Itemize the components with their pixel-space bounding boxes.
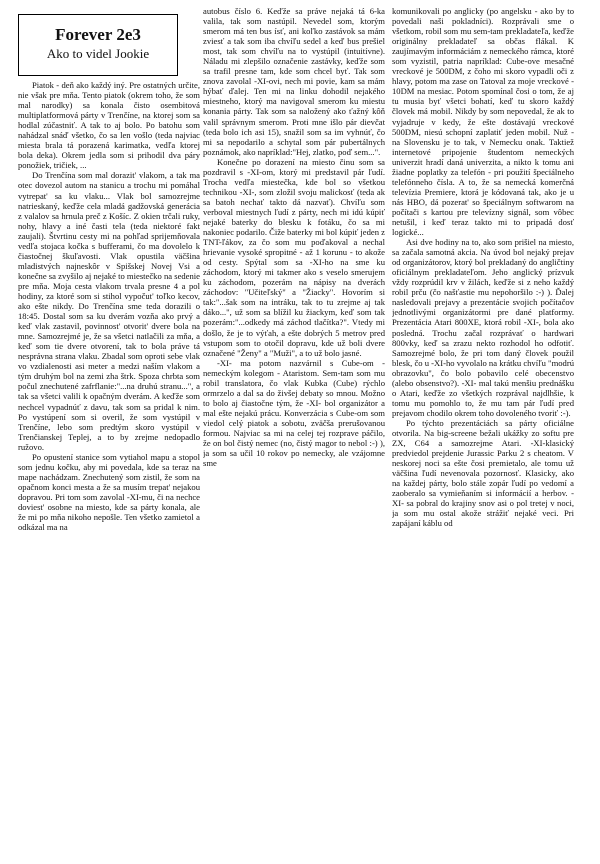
paragraph: -XI- ma potom nazvárnil s Cube-om - nemeckým kolegom - Ataristom. Sem-tam som mu robil translatora, čo vlak Kubka (Cube) rýchlo ormrzelo a dal sa do živšej debaty so mnou. Možno to bolo aj čiastočne tým, že -XI- bol organizátor a mal ešte nejakú prácu. Konverzácia s Cube-om som viedol celý piatok a sobotu, zväčša prerušovanou formou. Najviac sa mi na celej tej rozprave páčilo, že on bol čistý nemec (no, čistý magor to nebol :-) ), ja som sa učil 10 rokov po nemecky, ale vzájomne sme bbox=[203, 357, 385, 469]
paragraph: Konečne po dorazení na miesto činu som sa pozdravil s -XI-om, ktorý mi predstavil pár ľudí. Trocha vedľa miestečka, kde bol so všetkou technikou -XI-, som zložil svoju malickosť (teda ak sa batoh nechať takto dá nazvať). Chvíľu som verboval miestnych ľudí z párty, nech mi idú kúpiť nejaké baterky do blesku k fotáku, čo sa mi nakoniec podarilo. Čiže baterky mi bol kúpiť jeden z TNT-ľákov, za čo som mu poďakoval a nechal hrievanie vysoké spropitné - až 1 korunu - to akože od cesty. Spýtal som sa -XI-ho na sme ku záchodom, ktorý mi takmer ako s veselo smerujem ku záchodom, pozerám na nápisy na dverách záchodov: "Učiteľský" a "Žiacky". Hovorím si tak:"...šak som na intráku, tak to tu zrejme aj tak dáko...", už som sa blížil ku žiackym, keď som tak pozerám:"...odkedy má záchod tlačítka?". Vtedy mi došlo, že je to výťah, a ešte dobrých 5 metrov pred vstupom som to otočil dopravu, kde už boli dvere označené "Ženy" a "Muži", a to už bolo jasné. bbox=[203, 156, 385, 358]
article-subtitle: Ako to videl Jookie bbox=[46, 46, 150, 61]
paragraph: Po opustení stanice som vytiahol mapu a stopol som jednu kočku, aby mi povedala, kde sa teraz na mape nachádzam. Znechutený som zistil, že som na opačnom konci mesta a že sa musím trepat' nejakou dopravou. Pri tom som zavolal -XI-mu, či na nechce doviest' osobne na miesto, kde sa párty konala, ale že mi po mňa nikoho nepošle. Ten všetko zamietol a odkázal ma na bbox=[18, 451, 200, 533]
paragraph: komunikovali po anglicky (po angelsku - ako by to povedali naši pokladníci). Rozprávali sme o všetkom, robil som mu sem-tam prekladateľa, keďže originálny prekladateľ sa občas flákal. K zaujímavým informáciám z nemeckého rámca, ktoré som vyzistil, patria napríklad: Cube-ove mesačné vreckové je 500DM, z čoho mi skoro vypadli oči z hlavy, potom ma zase on Tatoval za moje vreckové - 10DM na mesiac. Potom spomínal čosi o tom, že aj tu musia byť všetci bohatí, keď tu skoro každý človek má mobil. Nikdy by som nepovedal, že ak to vyjadruje v kedy, že ešte dostávajú vreckové 500DM, niesú schopní zaplatiť jeden mobil. Nuž - na Slovensku je to tak, v Nemecku onak. Taktiež internetové pripojenie študentom nemeckých univerzit hradí daná univerzita, a nikto k tomu ani žiadne poplatky za telefón - pri použití špeciálneho telefónneho čísla. A to, že sa nemecká komerčná televízia Premiere, ktorá je kódovaná tak, ako je u nás HBO, dá pozerat' so špeciálnym softwarom na počítači s kartou pre televízny signál, som vôbec netušil, i keď teraz takto mi to pripadá dosť logické... bbox=[392, 6, 574, 238]
paragraph: Piatok - deň ako každý iný. Pre ostatných určite, nie však pre mňa. Tento piatok (okrem toho, že som mal narodky) sa konala čisto osembitová multiplatformová párty v Trenčíne, na ktorej som sa hodlal zúčastniť. A tak to aj bolo. Po batohu som nahádzal snáď všetko, čo sa len vošlo (teda najviac miesta brala tá porazená karimatka, vedľa ktorej bola deka). Okrem jedla som si prihodil dva páry ponožiek, tričiek, ... bbox=[18, 80, 200, 171]
article-title-box bbox=[18, 14, 178, 76]
text-column-1 bbox=[18, 80, 200, 862]
article-title: Forever 2e3 bbox=[55, 25, 141, 44]
text-column-3 bbox=[392, 6, 574, 862]
paragraph: Asi dve hodiny na to, ako som prišiel na miesto, sa začala samotná akcia. Na úvod bol nejaký prejav od organizátorov, ktorý bol prekladaný do angličtiny oficiálnym prekladateľom. Jeho anglický prízvuk vždy rozprúdil krv v žilách, keďže si z neho každý robil prču (čo našťastie mu nepohoršilo :-) ). Ďalej nasledovali prejavy a prezentácie svojich počítačov jednotlivými organizátormi pre dané platformy. Prezentácia Atari 800XE, ktorá robil -XI-, bola ako posledná. Trochu začal rozprávať o hardwari 800vky, keď sa zrazu nekto rozhodol ho odfotiť. Samozrejmé bolo, že pri tom daný človek použil blesk, čo u -XI-ho vyvolalo na krátku chvíľu "modrú obrazovku", čo bolo pobavilo celé obecenstvo (alebo obsenstvo?). -XI- mal takú menšiu prednášku o Atari, keďže zo všetkých rozprával najdlhšie, k tomu mu pomohlo to, že mu tam pár ľudí pred prejavom chodilo okrem toho dovoleného tvoriť :-). bbox=[392, 237, 574, 418]
paragraph: Do Trenčína som mal dorazit' vlakom, a tak ma otec dovezol autom na stanicu a trochu mi pomáhal vytrepat' sa ku vlaku... Vlak bol samozrejme natrieskaný, keďže cela mladá gadžovská generácia z valalov sa hrnula preč z Košíc. Z okien trčali ruky, nohy, hlavy a iné časti tela (teda niektoré fakt zaujali). Štvrtinu cesty mi na pohľad sprijemňovala vedľa stojaca kočka s bufferami, čo ma dovolelo k čiastočnej škuľavosti. Vlak opustila väčšina mladistvých najneskôr v Spišskej Novej Vsi a konečne sa zvyšilo aj nejaké to miestečko na sedenie pre mňa. Moja cesta vlakom trvala presne 4 a pol hodiny, za ktoré som si stihol vypočut' toľko kecov, ako ešte nikdy. Do Trenčína sme teda dorazili o 18:45. Dostal som sa ku dverám vozňa ako prvý a keď vlak zastavil, povinnost' otvorit' dvere bola na mne. Samozrejmé je, že sa všetci natlačili za mňa, a keď som tie dvere otvorení, tak to bola práve tá nesprávna strana vlaku. Zbadal som oproti sebe vlak vo vzdialenosti asi meter a medzi naším vlakom a tým druhým bol na zemi zha štrk. Spoza chrbta som počul znechutené zafrflanie:"...na druhú stranu...", a tak sa všetci valili k opačným dverám. A keďže som nechcel vypadnúť z davu, tak som sa pridal k nim. Po vystúpení som si overil, že som vystúpil v Trenčíne, lebo som predtým skoro vystúpil v Trenčianskej Teplej, a to by zrejme nedopadlo ružovo. bbox=[18, 170, 200, 452]
paragraph: Po týchto prezentáciách sa párty oficiálne otvorila. Na big-screene bežali ukážky zo softu pre ZX, C64 a samozrejme Atari. -XI-klasický predviedol prejdenie Jurassic Parku 2 s cheatom. V neskorej noci sa ešte čosi premietalo, ale tomu už väčšina ľudí nevenovala pozornosť. Klasicky, ako na každej párty, bolo stále zopár ľudí po vedomí a zaoberalo sa vymieňaním si informácií a herbov. -XI- sa pobral do krajiny snov asi o pol tretej v noci, ja som mu ostal akože strážiť nejaké veci. Pri zapájaní káblu od bbox=[392, 417, 574, 529]
paragraph: autobus číslo 6. Keďže sa práve nejaká tá 6-ka valila, tak som nastúpil. Nevedel som, ktorým smerom má ten bus ísť, ani koľko zastávok sa mám zviesť a tak som iba chvíľu sedel a keď bus prešiel most, tak som chvíľu na to vystúpil (intuitívne). Náladu mi zlepšilo označenie zastávky, keďže som sa trafil presne tam, kde som chcel byť. Tak som znova zavolal -XI-ovi, nech mi povie, kam sa mám hýbať ďalej. Ten mi na linku dohodil nejakého miestneho, ktorý ma navigoval smerom ku miestu konania párty. Tak som sa naložený ako ťažný kôň valil správnym smerom. Proti mne išlo pár dievčat (teda bolo ich asi 15), snažil som sa im vyhnúť, čo mi sa nepodarilo a schytal som pár pubertálnych poznámok, ako napríklad:"Hej, zlatko, poď sem...". bbox=[203, 6, 385, 157]
text-column-2 bbox=[203, 6, 385, 862]
